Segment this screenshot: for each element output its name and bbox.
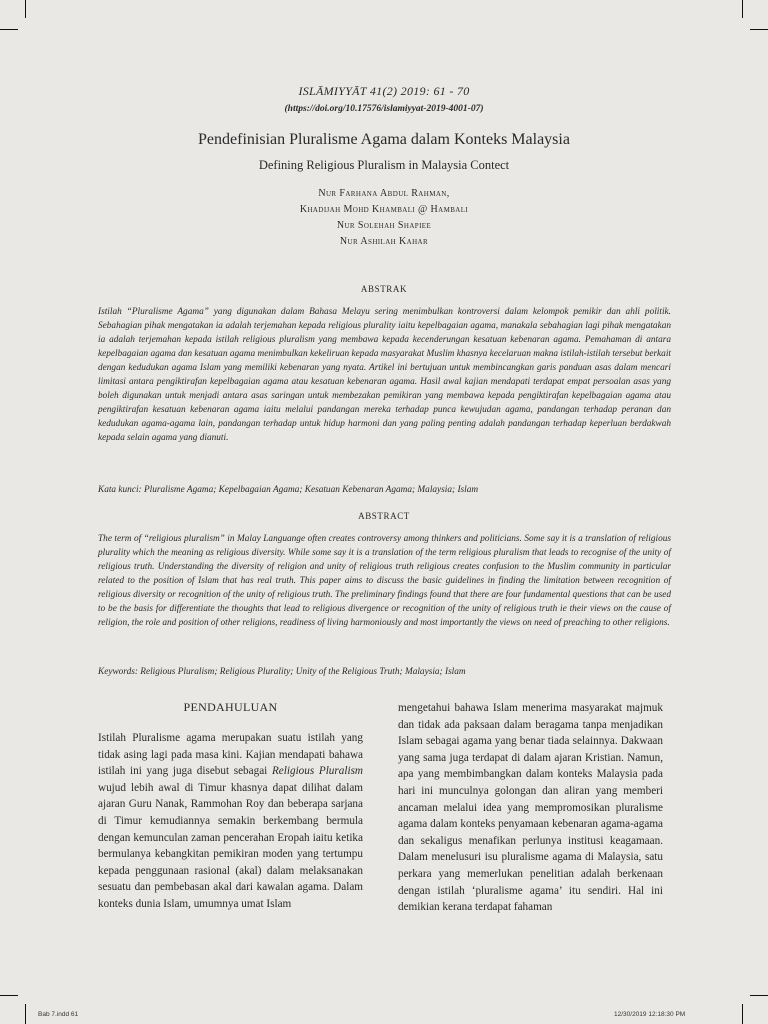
paragraph-text: wujud lebih awal di Timur khasnya dapat dilihat dalam ajaran Guru Nanak, Rammohan Roy dan beberapa sarjana di Timur kemudiannya semakin berkembang bermula dengan kemunculan zaman pencerahan Eropah iaitu ketika bermulanya kebangkitan pemikiran moden yang tertumpu kepada penggunaan rasional (akal) dalam melaksanakan sesuatu dan pembebasan akal dari kawalan agama. Dalam konteks dunia Islam, umumnya umat Islam <box>98 781 363 910</box>
article-title-english: Defining Religious Pluralism in Malaysia Contect <box>258 158 510 172</box>
article-title-malay: Pendefinisian Pluralisme Agama dalam Konteks Malaysia <box>198 131 570 148</box>
file-slug: Bab 7.indd 61 <box>38 1011 79 1018</box>
crop-mark-bottom-right-v <box>742 1004 743 1024</box>
abstrak-heading: ABSTRAK <box>360 284 408 294</box>
crop-mark-top-left-v <box>25 0 26 18</box>
crop-mark-top-left-h <box>0 29 18 30</box>
author-list <box>0 186 768 250</box>
section-heading-pendahuluan: PENDAHULUAN <box>183 700 278 714</box>
print-timestamp: 12/30/2019 12:18:30 PM <box>614 1011 686 1018</box>
crop-mark-bottom-right-h <box>750 995 768 996</box>
author-name: Khadijah Mohd Khambali @ Hambali <box>299 204 469 215</box>
crop-mark-top-right-v <box>742 0 743 18</box>
left-column-text <box>98 730 363 913</box>
paragraph-text: Istilah Pluralisme agama merupakan suatu istilah yang tidak asing lagi pada masa kini. Kajian mendapati bahawa istilah ini yang juga disebut sebagai <box>98 732 363 778</box>
abstract-body: The term of “religious pluralism” in Malay Languange often creates controversy among thinkers and politicians. Some say it is a translation of religious plurality which the meaning as religious diversity. While some say it is a translation of the term religious pluralism that leads to recognise of the unity of religious truth. Understanding the diversity of religion and unity of religious truth religious creates confusion to the Muslim community in particular related to the position of Islam that has real truth. This paper aims to discuss the basic guidelines in finding the limitation between recognition of religious diversity or recognition of the unity of religious truth. The preliminary findings found that there are four fundamental questions that can be used to be the basis for differentiate the thoughts that lead to religious divergence or recognition of the unity of religious truth ie their views on the cause of religion, the role and position of other religions, readiness of living harmoniously and most importantly the views on need of preaching to other religions. <box>98 534 671 628</box>
abstract-heading: ABSTRACT <box>358 511 410 521</box>
author-name: Nur Farhana Abdul Rahman, <box>318 188 450 199</box>
doi-link[interactable]: (https://doi.org/10.17576/islamiyyat-2019-4001-07) <box>284 104 484 114</box>
crop-mark-bottom-left-h <box>0 995 18 996</box>
crop-mark-top-right-h <box>750 29 768 30</box>
right-column-text <box>398 700 663 916</box>
italic-term: Religious Pluralism <box>271 765 363 778</box>
abstrak-keywords: Kata kunci: Pluralisme Agama; Kepelbagaian Agama; Kesatuan Kebenaran Agama; Malaysia; Islam <box>98 485 479 495</box>
author-name: Nur Ashilah Kahar <box>339 236 429 247</box>
author-name: Nur Solehah Shapiee <box>336 220 432 231</box>
paragraph-text: mengetahui bahawa Islam menerima masyarakat majmuk dan tidak ada paksaan dalam beragama tanpa menjadikan Islam sebagai agama yang benar tiada selainnya. Dakwaan yang sama juga terdapat di dalam ajaran Kristian. Namun, apa yang membimbangkan dalam konteks Malaysia pada hari ini munculnya golongan dan aliran yang memberi ancaman melalui idea yang mempromosikan pluralisme agama dalam konteks penyamaan kebenaran agama-agama dan sekaligus menafikan perlunya institusi keagamaan. Dalam menelusuri isu pluralisme agama di Malaysia, satu perkara yang memerlukan penelitian adalah berkenaan dengan istilah ‘pluralisme agama’ itu sendiri. Hal ini demikian kerana terdapat fahaman <box>398 702 663 914</box>
journal-citation: ISLĀMIYYĀT 41(2) 2019: 61 - 70 <box>298 84 470 98</box>
crop-mark-bottom-left-v <box>25 1004 26 1024</box>
abstrak-body: Istilah “Pluralisme Agama” yang digunakan dalam Bahasa Melayu sering menimbulkan kontroversi dalam kelompok pemikir dan ahli politik. Sebahagian pihak mengatakan ia adalah terjemahan kepada religious plurality iaitu kepelbagaian agama, manakala sebahagian lagi pihak mengatakan ia adalah terjemahan kepada istilah religious pluralism yang membawa kepada kecenderungan kesatuan kebenaran agama. Pemahaman di antara kepelbagaian agama dan kesatuan agama menimbulkan kekeliruan kepada masyarakat Muslim khasnya kecelaruan makna istilah-istilah tersebut berkait dengan kedudukan agama Islam yang memiliki kebenaran yang nyata. Artikel ini bertujuan untuk membincangkan garis panduan asas dalam mencari limitasi antara pengiktirafan kepelbagaian agama atau kesatuan kebenaran agama. Hasil awal kajian mendapati terdapat empat persoalan asas yang boleh digunakan untuk menjadi antara asas saringan untuk membezakan pemikiran yang membawa kepada pengiktirafan kepelbagaian agama atau pengiktirafan kesatuan kebenaran agama iaitu melalui pandangan mereka terhadap punca kewujudan agama, pandangan terhadap peranan dan kedudukan agama-agama lain, pandangan terhadap untuk hidup harmoni dan yang paling penting adalah pandangan terhadap keperluan berdakwah kepada selain agama yang dianuti. <box>98 307 671 443</box>
abstract-keywords: Keywords: Religious Pluralism; Religious Plurality; Unity of the Religious Truth; Malaysia; Islam <box>98 667 466 677</box>
